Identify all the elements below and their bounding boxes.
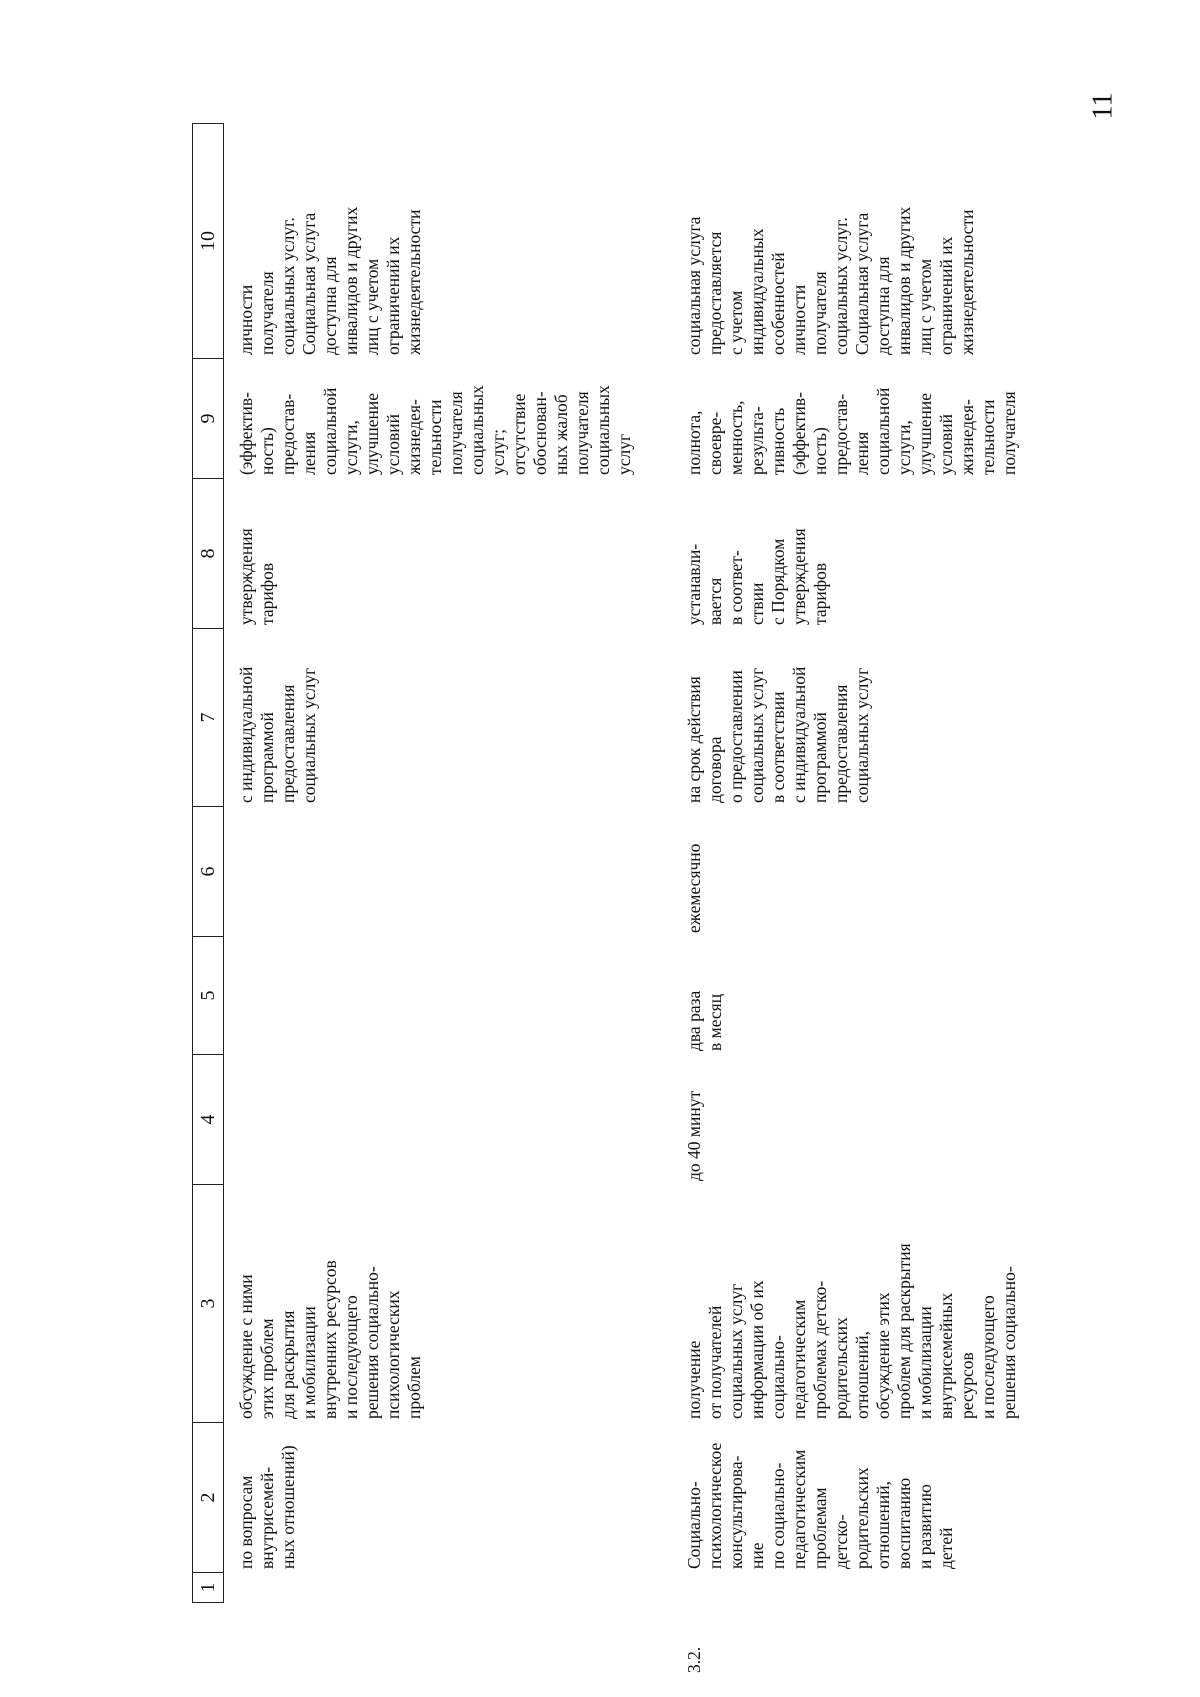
cell: получение от получателей социальных услуг информации об их социально- педагогическим проблемах детско- родительских отношений, обсуждение этих проблем для раскрытия и мобилизации внутрисемейных ресурсов и последующего решения социально- <box>684 1243 1019 1419</box>
column-8 <box>192 479 1092 629</box>
column-3 <box>192 1185 1092 1423</box>
column-header: 3 <box>192 1185 224 1423</box>
row-number: 3.2. <box>684 1646 704 1673</box>
cell: (эффектив- ность) предостав- ления социальной услуги, улучшение условий жизнедея- тельности получателя социальных услуг; отсутствие обоснован- ных жалоб получателя социальных услуг <box>236 385 634 475</box>
cell: два раза в месяц <box>684 990 725 1051</box>
column-header: 6 <box>192 807 224 937</box>
column-1 <box>192 1573 1092 1603</box>
cell: утверждения тарифов <box>236 528 277 625</box>
column-6 <box>192 807 1092 937</box>
cell: личности получателя социальных услуг. Социальная услуга доступна для инвалидов и других лиц с учетом ограничений их жизнедеятельности <box>236 206 424 355</box>
column-5 <box>192 937 1092 1055</box>
column-10 <box>192 123 1092 359</box>
cell: на срок действия договора о предоставлении социальных услуг в соответствии с индивидуальной программой предоставления социальных услуг <box>684 666 872 803</box>
cell: устанавли- вается в соответ- ствии с Порядком утверждения тарифов <box>684 528 830 625</box>
cell: по вопросам внутрисемей- ных отношений) <box>236 1445 298 1569</box>
column-9 <box>192 359 1092 479</box>
column-header: 7 <box>192 629 224 807</box>
cell: с индивидуальной программой предоставления социальных услуг <box>236 666 319 803</box>
cell: полнота, своевре- менность, результа- тивность (эффектив- ность) предостав- ления социальной услуги, улучшение условий жизнедея- тельности получателя <box>684 387 1019 475</box>
column-header: 9 <box>192 359 224 479</box>
column-header: 2 <box>192 1423 224 1573</box>
cell: Социально- психологическое консультирова- ние по социально- педагогическим проблемам детско- родительских отношений, воспитанию и развитию детей <box>684 1442 956 1569</box>
cell: обсуждение с ними этих проблем для раскрытия и мобилизации внутренних ресурсов и последующего решения социально- психологических проблем <box>236 1260 424 1419</box>
column-4 <box>192 1055 1092 1185</box>
column-header: 10 <box>192 123 224 359</box>
cell: ежемесячно <box>684 843 704 933</box>
cell: социальная услуга предоставляется с учетом индивидуальных особенностей личности получателя социальных услуг. Социальная услуга доступна для инвалидов и других лиц с учетом ограничений их жизнедеятельности <box>684 206 977 355</box>
column-7 <box>192 629 1092 807</box>
column-header: 1 <box>192 1573 224 1603</box>
rotated-table <box>192 83 1092 1673</box>
column-header: 5 <box>192 937 224 1055</box>
column-header: 8 <box>192 479 224 629</box>
column-2 <box>192 1423 1092 1573</box>
cell: до 40 минут <box>684 1090 704 1181</box>
column-header: 4 <box>192 1055 224 1185</box>
page-number: 11 <box>1087 92 1119 120</box>
